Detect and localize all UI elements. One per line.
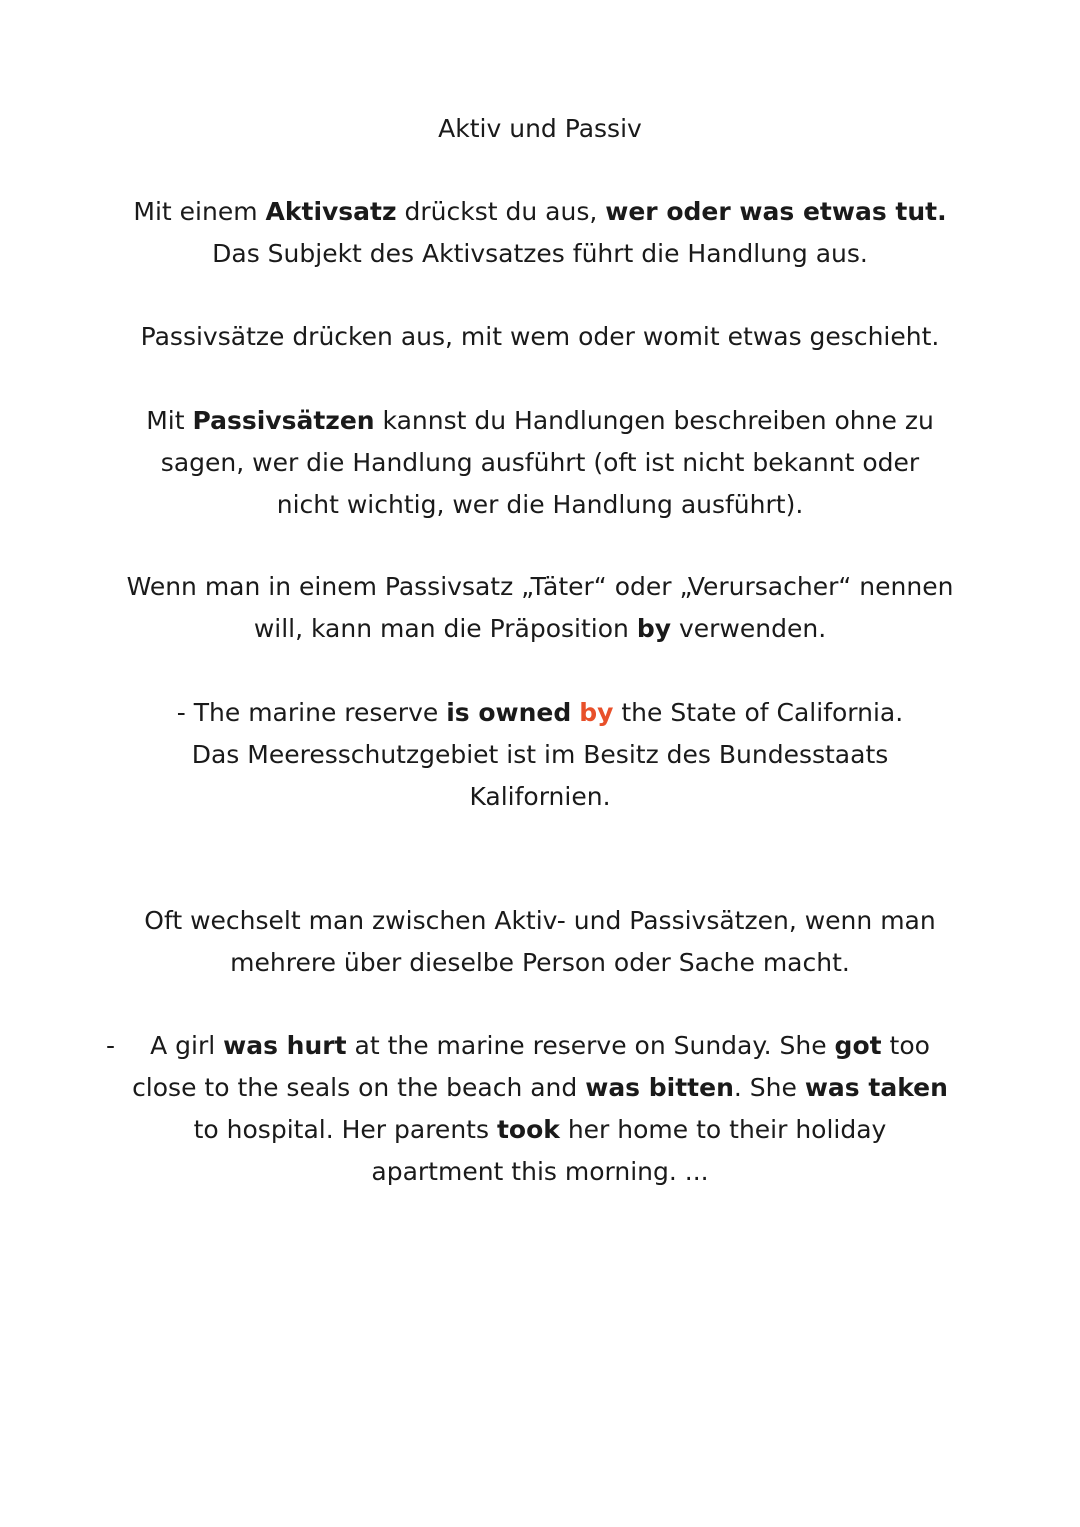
emphasis-text: Aktivsatz bbox=[265, 197, 397, 226]
text-segment: verwenden. bbox=[671, 614, 827, 643]
text-line bbox=[0, 1025, 1080, 1067]
text-segment: Wenn man in einem Passivsatz „Täter“ oder „Verursacher“ nennen bbox=[126, 572, 954, 601]
text-segment: sagen, wer die Handlung ausführt (oft ist nicht bekannt oder bbox=[160, 448, 920, 477]
emphasis-text: is owned bbox=[446, 698, 572, 727]
text-line bbox=[0, 442, 1080, 484]
text-segment: apartment this morning. ... bbox=[371, 1157, 709, 1186]
emphasis-text: by bbox=[579, 698, 614, 727]
text-segment: close to the seals on the beach and bbox=[132, 1073, 586, 1102]
text-segment: Das Subjekt des Aktivsatzes führt die Handlung aus. bbox=[212, 239, 868, 268]
text-line bbox=[0, 400, 1080, 442]
text-line bbox=[0, 942, 1080, 984]
text-line bbox=[0, 900, 1080, 942]
text-line bbox=[0, 608, 1080, 650]
text-line bbox=[0, 233, 1080, 275]
text-line bbox=[0, 1151, 1080, 1193]
passivsatz-definition bbox=[0, 316, 1080, 358]
example-2 bbox=[0, 1025, 1080, 1193]
emphasis-text: got bbox=[834, 1031, 882, 1060]
emphasis-text: was taken bbox=[804, 1073, 948, 1102]
text-line bbox=[0, 692, 1080, 734]
text-segment: at the marine reserve on Sunday. She bbox=[346, 1031, 835, 1060]
text-segment: mehrere über dieselbe Person oder Sache macht. bbox=[230, 948, 850, 977]
by-preposition bbox=[0, 566, 1080, 650]
text-segment: her home to their holiday bbox=[559, 1115, 887, 1144]
text-segment: too bbox=[881, 1031, 930, 1060]
text-segment: Das Meeresschutzgebiet ist im Besitz des Bundesstaats bbox=[191, 740, 889, 769]
text-segment: Mit einem bbox=[133, 197, 266, 226]
text-segment: Kalifornien. bbox=[469, 782, 611, 811]
text-segment: A girl bbox=[150, 1031, 224, 1060]
text-segment: kannst du Handlungen beschreiben ohne zu bbox=[374, 406, 934, 435]
emphasis-text: wer oder was etwas tut. bbox=[605, 197, 947, 226]
text-line bbox=[0, 566, 1080, 608]
text-line bbox=[0, 734, 1080, 776]
text-segment: will, kann man die Präposition bbox=[253, 614, 637, 643]
text-line bbox=[0, 484, 1080, 526]
text-segment: . She bbox=[733, 1073, 805, 1102]
emphasis-text: Passivsätzen bbox=[192, 406, 375, 435]
text-segment: - The marine reserve bbox=[176, 698, 447, 727]
text-segment: the State of California. bbox=[613, 698, 904, 727]
emphasis-text: by bbox=[636, 614, 672, 643]
example-1 bbox=[0, 692, 1080, 818]
emphasis-text: was bitten bbox=[585, 1073, 734, 1102]
text-segment: drückst du aus, bbox=[396, 197, 606, 226]
aktivsatz-definition bbox=[0, 191, 1080, 275]
text-segment: nicht wichtig, wer die Handlung ausführt). bbox=[276, 490, 804, 519]
switching-note bbox=[0, 900, 1080, 984]
passivsatz-usage bbox=[0, 400, 1080, 526]
example-2-dash: - bbox=[106, 1031, 116, 1060]
title-text: Aktiv und Passiv bbox=[438, 114, 642, 143]
text-line bbox=[0, 316, 1080, 358]
emphasis-text: was hurt bbox=[223, 1031, 347, 1060]
text-segment: Oft wechselt man zwischen Aktiv- und Passivsätzen, wenn man bbox=[144, 906, 936, 935]
text-segment: Passivsätze drücken aus, mit wem oder womit etwas geschieht. bbox=[140, 322, 940, 351]
text-segment: to hospital. Her parents bbox=[193, 1115, 497, 1144]
text-line bbox=[0, 1109, 1080, 1151]
text-line bbox=[0, 191, 1080, 233]
text-segment: Mit bbox=[146, 406, 193, 435]
page-title bbox=[0, 108, 1080, 150]
text-line bbox=[0, 776, 1080, 818]
text-line bbox=[0, 1067, 1080, 1109]
emphasis-text: took bbox=[496, 1115, 560, 1144]
